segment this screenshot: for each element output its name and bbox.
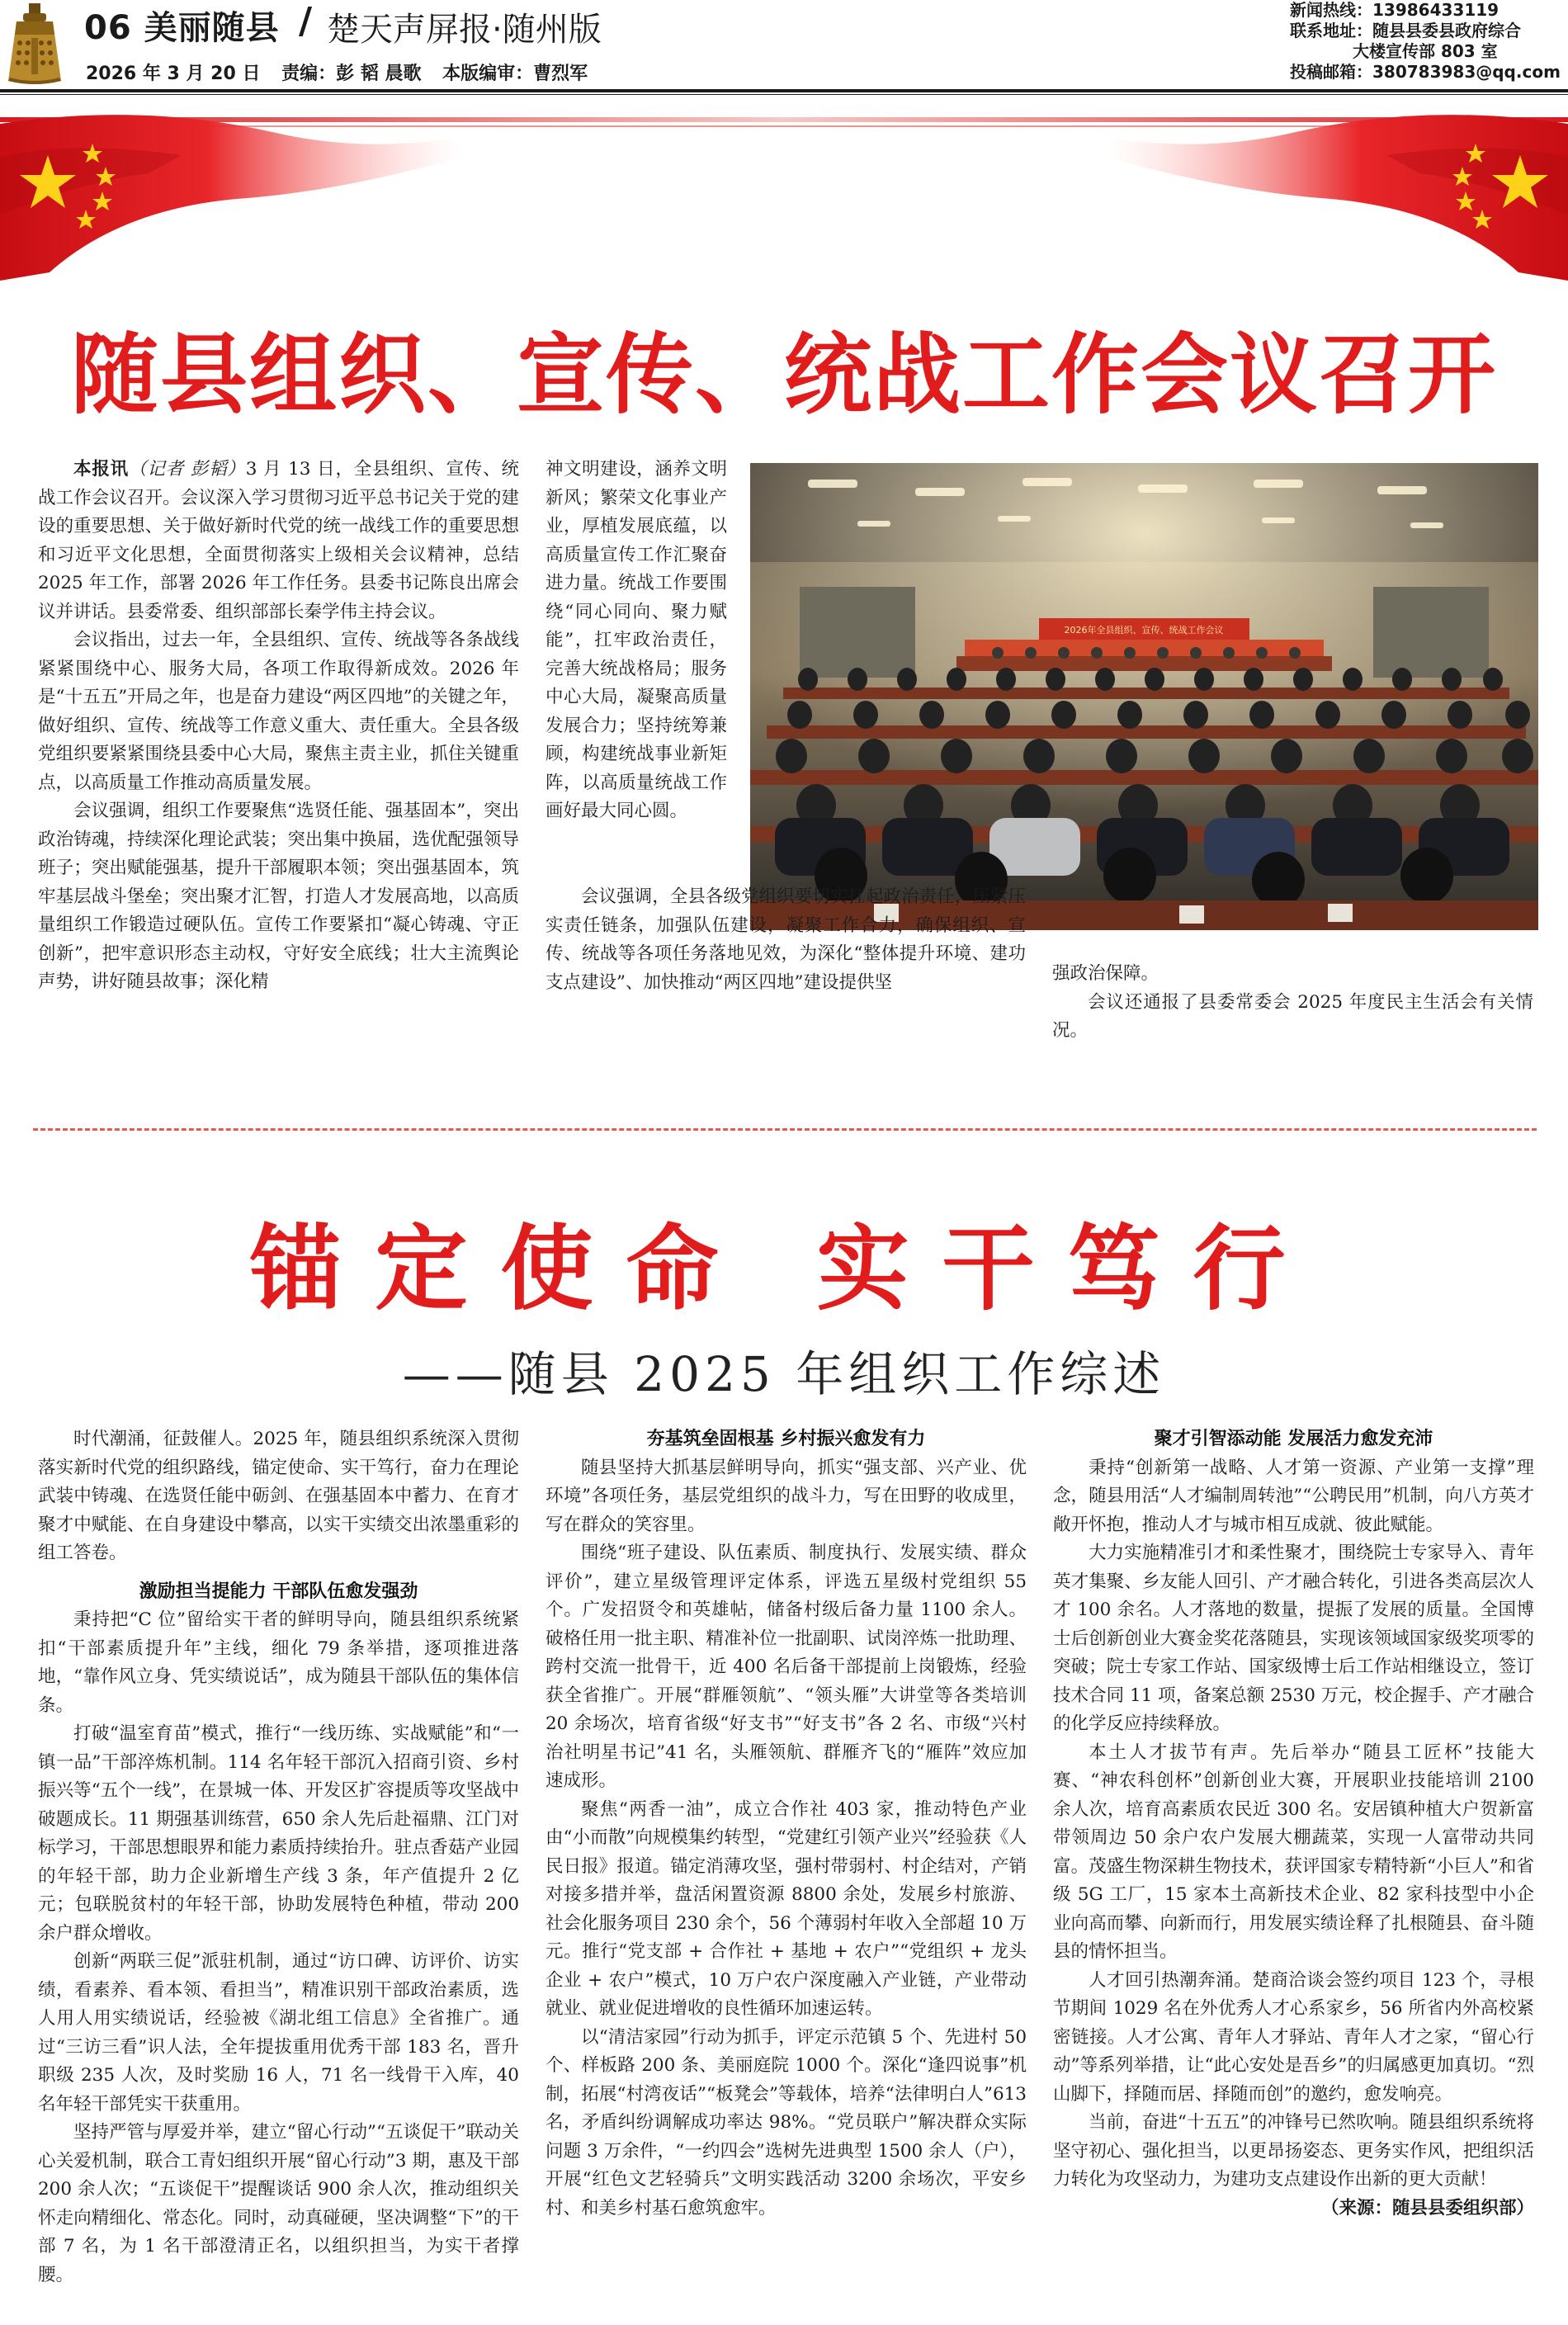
- contact-address-line2: 大楼宣传部 803 室: [1353, 41, 1498, 61]
- section-heading: 聚才引智添动能 发展活力愈发充沛: [1154, 1429, 1433, 1449]
- article2-column-2: [545, 1425, 1027, 2223]
- meeting-hall-image: [750, 463, 1538, 930]
- article2-paragraph: 创新“两联三促”派驻机制，通过“访口碑、访评价、访实绩，看素养、看本领、看担当”，精准识别干部政治素质，选人用人用实绩说话，经验被《湖北组工信息》全省推广。通过“三访三看”识人法，全年提拔重用优秀干部 183 名，晋升职级 235 人次，及时奖励 16 人，71 名一线骨干入库，40 名年轻干部凭实干获重用。: [38, 1951, 519, 2115]
- article2-paragraph: 秉持“创新第一战略、人才第一资源、产业第一支撑”理念，随县用活“人才编制周转池”“公聘民用”机制，向八方英才敞开怀抱，推动人才与城市相互成就、彼此赋能。: [1053, 1457, 1534, 1535]
- contribution-email: 投稿邮箱：380783983@qq.com: [1290, 62, 1561, 82]
- masthead-rule: [0, 89, 1568, 92]
- article1-headline: 随县组织、宣传、统战工作会议召开: [71, 324, 1497, 426]
- article1-column-2: [545, 456, 727, 826]
- byline-label: 本报讯: [73, 459, 130, 480]
- article2-paragraph: 人才回引热潮奔涌。楚商洽谈会签约项目 123 个，寻根节期间 1029 名在外优秀人才心系家乡，56 所省内外高校紧密链接。人才公寓、青年人才驿站、青年人才之家，“留心行动”等系列举措，让“此心安处是吾乡”的归属感更加真切。“烈山脚下，择随而居、择随而创”的邀约，愈发响亮。: [1053, 1969, 1534, 2105]
- article1-paragraph: 强政治保障。: [1052, 963, 1159, 984]
- article2-paragraph: 本土人才拔节有声。先后举办“随县工匠杯”技能大赛、“神农科创杯”创新创业大赛，开展职业技能培训 2100 余人次，培育高素质农民近 300 名。安居镇种植大户贺新富带领周边 50 余户农户发展大棚蔬菜，实现一人富带动共同富。茂盛生物深耕生物技术，获评国家专精特新“小巨人”和省级 5G 工厂，15 家本土高新技术企业、82 家科技型中小企业向高而攀、向新而行，用发展实绩诠释了扎根随县、奋斗随县的情怀担当。: [1053, 1741, 1534, 1962]
- article2-paragraph: [1053, 2109, 1534, 2219]
- article1-paragraph: 会议指出，过去一年，全县组织、宣传、统战等各条战线紧紧围绕中心、服务大局，各项工作取得新成效。2026 年是“十五五”开局之年，也是奋力建设“两区四地”的关键之年，做好组织、宣传、统战等工作意义重大、责任重大。全县各级党组织要紧紧围绕县委中心大局，聚焦主责主业，抓住关键重点，以高质量工作推动高质量发展。: [38, 630, 519, 793]
- article2-headline: 锚定使命 实干笃行: [249, 1215, 1319, 1323]
- closing-text: 当前，奋进“十五五”的冲锋号已然吹响。随县组织系统将坚守初心、强化担当，以更昂扬姿态、更务实作风，把组织活力转化为攻坚动力，为建功支点建设作出新的更大贡献！: [1053, 2112, 1534, 2190]
- bronze-bell-logo-icon: [3, 2, 66, 87]
- article2-paragraph: 坚持严管与厚爱并举，建立“留心行动”“五谈促干”联动关心关爱机制，联合工青妇组织开展“留心行动”3 期，惠及干部 200 余人次；“五谈促干”提醒谈话 900 余人次，推动组织关怀走向精细化、常态化。同时，动真碰硬，坚决调整“下”的干部 7 名，为 1 名干部澄清正名，以组织担当，为实干者撑腰。: [38, 2122, 519, 2285]
- article2-paragraph: 秉持把“C 位”留给实干者的鲜明导向，随县组织系统紧扣“干部素质提升年”主线，细化 79 条举措，逐项推进落地，“靠作风立身、凭实绩说话”，成为随县干部队伍的集体信条。: [38, 1609, 519, 1716]
- issue-date: 2026 年 3 月 20 日: [86, 64, 261, 84]
- contact-block: [1290, 0, 1561, 83]
- section-divider: [33, 1128, 1537, 1131]
- meeting-photo: [750, 463, 1538, 930]
- article2-paragraph: 以“清洁家园”行动为抓手，评定示范镇 5 个、先进村 50 个、样板路 200 条、美丽庭院 1000 个。深化“逢四说事”机制，拓展“村湾夜话”“板凳会”等载体，培养“法律明白人”613 名，矛盾纠纷调解成功率达 98%。“党员联户”解决群众实际问题 3 万余件，“一约四会”选树先进典型 1500 余人（户），开展“红色文艺轻骑兵”文明实践活动 3200 余场次，平安乡村、和美乡村基石愈筑愈牢。: [545, 2026, 1027, 2219]
- section-heading: 夯基筑垒固根基 乡村振兴愈发有力: [646, 1429, 926, 1449]
- masthead: [0, 0, 1568, 92]
- editor-credit: 责编：彭 韬 晨歌: [281, 64, 422, 84]
- article2-paragraph: 聚焦“两香一油”，成立合作社 403 家，推动特色产业由“小而散”向规模集约转型，“党建红引领产业兴”经验获《人民日报》报道。锚定消薄攻坚，强村带弱村、村企结对，产销对接多措并举，盘活闲置资源 8800 余处，发展乡村旅游、社会化服务项目 230 余个，56 个薄弱村年收入全部超 10 万元。推行“党支部 + 合作社 + 基地 + 农户”“党组织 + 龙头企业 + 农户”模式，10 万户农户深度融入产业链，产业带动就业、就业促进增收的良性循环加速运转。: [545, 1798, 1027, 2019]
- article1-paragraph: 会议强调，组织工作要聚焦“选贤任能、强基固本”，突出政治铸魂，持续深化理论武装；突出集中换届，选优配强领导班子；突出赋能强基，提升干部履职本领；突出强基固本，筑牢基层战斗堡垒；突出聚才汇智，打造人才发展高地，以高质量组织工作锻造过硬队伍。宣传工作要紧扣“凝心铸魂、守正创新”，把牢意识形态主动权，守好安全底线；壮大主流舆论声势，讲好随县故事；深化精: [38, 801, 519, 992]
- article1-paragraph: 会议还通报了县委常委会 2025 年度民主生活会有关情况。: [1052, 991, 1533, 1041]
- article-source: （来源：随县县委组织部）: [1320, 2197, 1534, 2219]
- meeting-banner-text: 2026年全县组织、宣传、统战工作会议: [1064, 625, 1224, 636]
- red-flag-banner: [0, 107, 1568, 297]
- layout-editor-credit: 本版编审：曹烈军: [442, 64, 588, 84]
- article1-lead: 3 月 13 日，全县组织、宣传、统战工作会议召开。会议深入学习贯彻习近平总书记关于党的建设的重要思想、关于做好新时代党的统一战线工作的重要思想和习近平文化思想，全面贯彻落实上级相关会议精神，总结 2025 年工作，部署 2026 年工作任务。县委书记陈良出席会议并讲话。县委常委、组织部部长秦学伟主持会议。: [38, 459, 519, 622]
- article1-paragraph: [38, 456, 519, 626]
- article2-paragraph: 打破“温室育苗”模式，推行“一线历练、实战赋能”和“一镇一品”干部淬炼机制。114 名年轻干部沉入招商引资、乡村振兴等“五个一线”，在景城一体、开发区扩容提质等攻坚战中破题成长。11 期强基训练营，650 余人先后赴福鼎、江门对标学习，干部思想眼界和能力素质持续抬升。驻点香菇产业园的年轻干部，助力企业新增生产线 3 条，年产值提升 2 亿元；包联脱贫村的年轻干部，协助发展特色种植，带动 200 余户群众增收。: [38, 1723, 519, 1944]
- byline-reporter: （记者 彭韬）: [129, 459, 246, 480]
- article1-column-1: [38, 456, 519, 997]
- masthead-rule-thin: [0, 94, 1568, 95]
- issue-info: [86, 59, 602, 85]
- article2-paragraph: 随县坚持大抓基层鲜明导向，抓实“强支部、兴产业、优环境”各项任务，基层党组织的战斗力，写在田野的收成里，写在群众的笑容里。: [545, 1457, 1027, 1535]
- article2-column-1: [38, 1425, 519, 2290]
- article2-paragraph: 围绕“班子建设、队伍素质、制度执行、发展实绩、群众评价”，建立星级管理评定体系，评选五星级村党组织 55 个。广发招贤令和英雄帖，储备村级后备力量 1100 余人。破格任用一批主职、精准补位一批副职、试岗淬炼一批助理、跨村交流一批骨干，近 400 名后备干部提前上岗锻炼，经验获全省推广。开展“群雁领航”、“领头雁”大讲堂等各类培训 20 余场次，培育省级“好支书”“好支书”各 2 名、市级“兴村治社明星书记”41 名，头雁领航、群雁齐飞的“雁阵”效应加速成形。: [545, 1543, 1027, 1791]
- article1-column-3: [1052, 960, 1533, 1046]
- article2-intro: 时代潮涌，征鼓催人。2025 年，随县组织系统深入贯彻落实新时代党的组织路线，锚定使命、实干笃行，奋力在理论武装中铸魂、在选贤任能中砺剑、在强基固本中蓄力、在育才聚才中赋能、在自身建设中攀高，以实干实绩交出浓墨重彩的组工答卷。: [38, 1429, 519, 1563]
- newspaper-name: 楚天声屏报·随州版: [327, 11, 602, 49]
- article2-paragraph: 大力实施精准引才和柔性聚才，围绕院士专家导入、青年英才集聚、乡友能人回引、产才融合转化，引进各类高层次人才 100 余名。人才落地的数量，提振了发展的质量。全国博士后创新创业大赛金奖花落随县，实现该领域国家级奖项零的突破；院士专家工作站、国家级博士后工作站相继设立，签订技术合同 11 项，备案总额 2530 万元，校企握手、产才融合的化学反应持续释放。: [1053, 1543, 1534, 1734]
- page-number-section: 06 美丽随县: [84, 9, 280, 47]
- section-heading: 激励担当提能力 干部队伍愈发强劲: [139, 1581, 418, 1602]
- article1-paragraph: 会议强调，全县各级党组织要切实扛起政治责任，压紧压实责任链条，加强队伍建设，凝聚工作合力，确保组织、宣传、统战等各项任务落地见效，为深化“整体提升环境、建功支点建设”、加快推动“两区四地”建设提供坚: [545, 886, 1026, 993]
- masthead-separator: /: [299, 0, 313, 42]
- news-hotline: 新闻热线：13986433119: [1290, 0, 1500, 20]
- article1-column-2-bottom: [545, 883, 1026, 997]
- contact-address: 联系地址：随县县委县政府综合: [1290, 21, 1521, 40]
- article2-subhead: ——随县 2025 年组织工作综述: [402, 1346, 1166, 1402]
- article1-paragraph: 神文明建设，涵养文明新风；繁荣文化事业产业，厚植发展底蕴，以高质量宣传工作汇聚奋进力量。统战工作要围绕“同心同向、聚力赋能”，扛牢政治责任，完善大统战格局；服务中心大局，凝聚高质量发展合力；坚持统筹兼顾，构建统战事业新矩阵，以高质量统战工作画好最大同心圆。: [545, 459, 727, 821]
- article2-column-3: [1053, 1425, 1534, 2223]
